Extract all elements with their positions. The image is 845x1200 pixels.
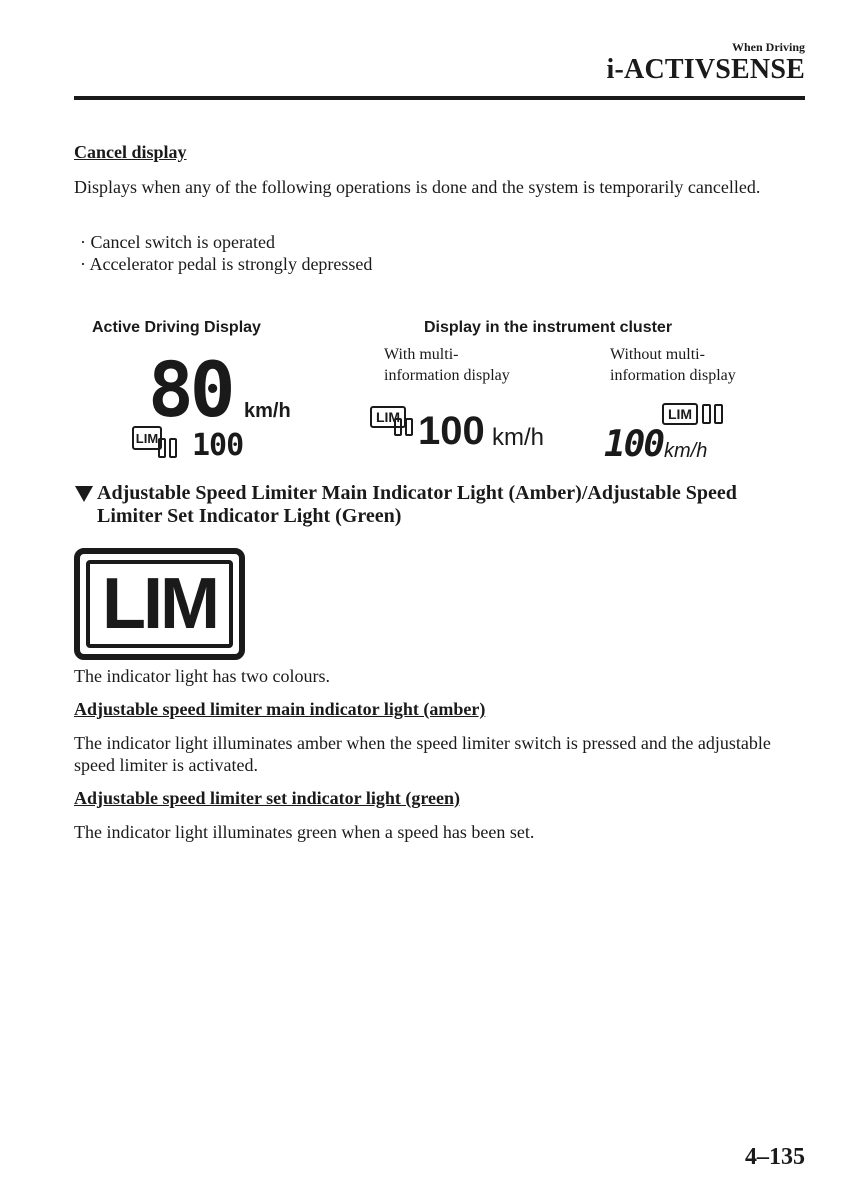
two-colours-text: The indicator light has two colours. xyxy=(74,666,330,686)
cancel-display-heading: Cancel display xyxy=(74,142,187,162)
green-text: The indicator light illuminates green when a speed has been set. xyxy=(74,822,535,842)
add-speed-readout: 80 xyxy=(148,345,232,434)
page-title: i-ACTIVSENSE xyxy=(606,54,805,85)
lim-indicator-icon xyxy=(74,548,245,660)
section-label: When Driving xyxy=(731,40,805,54)
pause-icon xyxy=(394,418,413,436)
cancel-display-intro: Displays when any of the following operations is done and the system is temporarily cancelled. xyxy=(74,177,761,197)
pause-icon xyxy=(702,404,723,424)
amber-heading: Adjustable speed limiter main indicator light (amber) xyxy=(74,699,486,719)
pause-icon xyxy=(158,438,177,458)
lim-icon: LIM xyxy=(370,406,406,428)
amber-text: The indicator light illuminates amber when the speed limiter switch is pressed and the adjustable speed limiter is activated. xyxy=(74,733,771,775)
indicator-section-heading xyxy=(97,482,797,528)
page-number: 4–135 xyxy=(745,1144,805,1170)
add-set-speed: 100 xyxy=(192,428,244,463)
with-mid-unit: km/h xyxy=(492,424,545,451)
add-speed-unit: km/h xyxy=(244,400,291,422)
section-triangle-icon xyxy=(75,486,93,502)
bullet-item: · Accelerator pedal is strongly depressed xyxy=(80,254,373,274)
heading-line: Adjustable Speed Limiter Main Indicator Light (Amber)/Adjustable Speed xyxy=(97,482,737,504)
green-heading: Adjustable speed limiter set indicator light (green) xyxy=(74,788,460,808)
with-mid-speed: 100 xyxy=(418,409,485,453)
with-mid-caption: With multi- information display xyxy=(384,346,510,384)
lim-icon: LIM xyxy=(132,426,162,450)
instrument-cluster-label: Display in the instrument cluster xyxy=(424,319,673,336)
without-mid-unit: km/h xyxy=(664,440,708,462)
lim-icon: LIM xyxy=(662,403,698,425)
bullet-text: Cancel switch is operated xyxy=(90,232,275,252)
active-driving-display-label: Active Driving Display xyxy=(92,319,261,336)
bullet-text: Accelerator pedal is strongly depressed xyxy=(89,254,373,274)
without-mid-speed: 100 xyxy=(604,424,664,465)
without-mid-caption: Without multi- information display xyxy=(610,346,736,384)
header-divider xyxy=(74,96,805,100)
bullet-item: · Cancel switch is operated xyxy=(80,232,275,252)
lim-icon-text: LIM xyxy=(86,560,233,648)
heading-line: Limiter Set Indicator Light (Green) xyxy=(97,505,402,527)
